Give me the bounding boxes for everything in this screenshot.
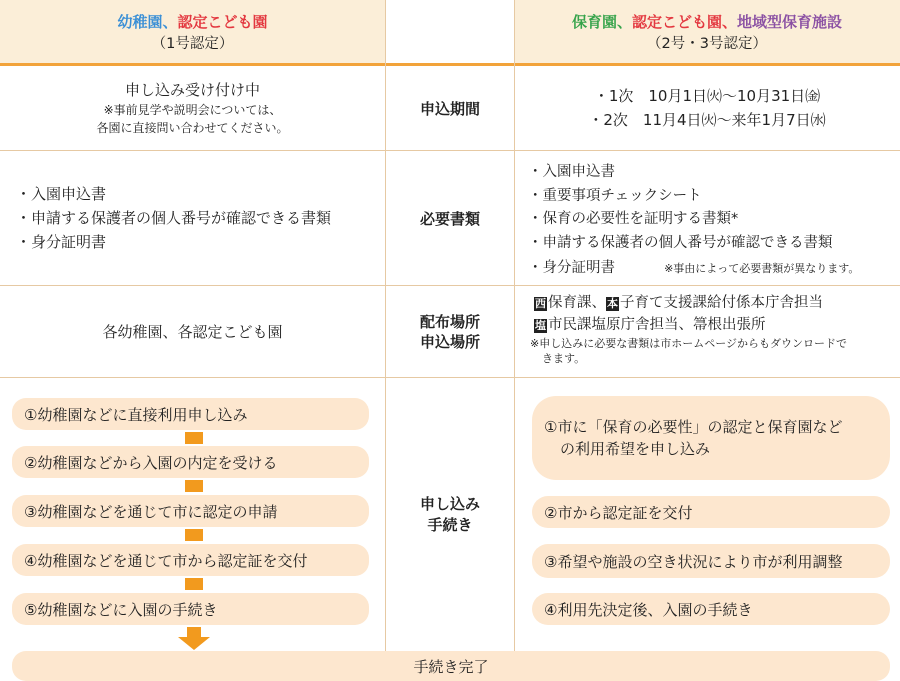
down-arrow-icon xyxy=(176,627,212,651)
header-regional: 地域型保育施設 xyxy=(737,13,843,31)
header-left-sub: （1号認定） xyxy=(151,36,234,52)
proc-label: 申し込み 手続き xyxy=(419,495,480,534)
header-certified-right: 認定こども園 xyxy=(631,13,722,31)
shiobara-tag: 塩 xyxy=(535,319,546,332)
header-right-sub: （2号・3号認定） xyxy=(647,36,767,52)
flow-connector xyxy=(185,578,203,590)
header-right: 保育園、認定こども園、地域型保育施設 （2号・3号認定） xyxy=(514,4,900,62)
docs-right: ・入園申込書 ・重要事項チェックシート ・保育の必要性を証明する書類* ・申請する保護者の個人番号が確認できる書類 ・身分証明書 ※事由によって必要書類が異なります。 xyxy=(528,164,860,276)
main-tag: 本 xyxy=(607,297,618,310)
docs-label: 必要書類 xyxy=(419,209,480,228)
flow-step-3: ③幼稚園などを通じて市に認定の申請 xyxy=(12,495,369,527)
docs-left: ・入園申込書 ・申請する保護者の個人番号が確認できる書類 ・身分証明書 xyxy=(16,185,332,251)
flow-step-1: ①幼稚園などに直接利用申し込み xyxy=(12,398,369,430)
right-step-4: ④利用先決定後、入園の手続き xyxy=(532,593,890,625)
period-right: ・1次 10月1日㈫～10月31日㈮ ・2次 11月4日㈫～来年1月7日㈬ xyxy=(588,87,826,129)
header-certified-left: 認定こども園 xyxy=(177,13,268,31)
flow-step-2: ②幼稚園などから入園の内定を受ける xyxy=(12,446,369,478)
place-label: 配布場所 申込場所 xyxy=(419,312,480,351)
header-left: 幼稚園、認定こども園 （1号認定） xyxy=(0,4,385,62)
period-label: 申込期間 xyxy=(419,99,480,118)
period-left: 申し込み受け付け中 ※事前見学や説明会については、 各園に直接問い合わせてください。 xyxy=(96,81,289,135)
complete-bar: 手続き完了 xyxy=(12,651,890,681)
place-left: 各幼稚園、各認定こども園 xyxy=(102,323,283,341)
flow-connector xyxy=(185,432,203,444)
right-step-1: ①市に「保育の必要性」の認定と保育園など の利用希望を申し込み xyxy=(532,396,890,480)
right-step-2: ②市から認定証を交付 xyxy=(532,496,890,528)
header-kindergarten: 幼稚園 xyxy=(117,13,163,31)
west-tag: 西 xyxy=(535,297,546,310)
place-right: 西 保育課、本 子育て支援課給付係本庁舎担当 塩 市民課塩原庁舎担当、箒根出張所 ※申し込みに必要な書類は市ホームページからもダウンロードで きます。 xyxy=(530,295,847,365)
right-step-3: ③希望や施設の空き状況により市が利用調整 xyxy=(532,544,890,578)
docs-note: ※事由によって必要書類が異なります。 xyxy=(664,262,860,275)
flow-step-4: ④幼稚園などを通じて市から認定証を交付 xyxy=(12,544,369,576)
flow-step-5: ⑤幼稚園などに入園の手続き xyxy=(12,593,369,625)
flow-connector xyxy=(185,480,203,492)
flow-connector xyxy=(185,529,203,541)
header-nursery: 保育園 xyxy=(571,13,617,31)
row-divider xyxy=(0,377,900,378)
